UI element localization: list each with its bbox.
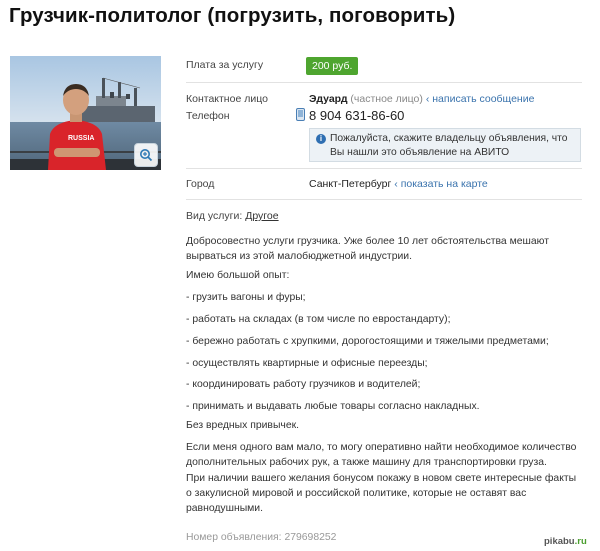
price-badge: 200 руб. xyxy=(306,57,358,75)
experience-item: - работать на складах (в том числе по евростандарту); xyxy=(186,314,451,325)
service-fee-label: Плата за услугу xyxy=(186,59,264,71)
watermark-brand: pikabu xyxy=(544,536,575,547)
service-type xyxy=(186,210,279,222)
divider xyxy=(186,199,582,200)
contact-value xyxy=(309,93,534,105)
service-type-value[interactable]: Другое xyxy=(245,210,279,222)
city-label: Город xyxy=(186,178,215,190)
divider xyxy=(186,82,582,83)
habits-text: Без вредных привычек. xyxy=(186,420,300,431)
description-intro: Добросовестно услуги грузчика. Уже более 10 лет обстоятельства мешают вырваться из этой малобюджетной индустрии. xyxy=(186,236,549,262)
bonus-text: При наличии вашего желания бонусом покажу в новом свете интересные факты о закулисной мировой и российской политике, которые не оставят вас равнодушными. xyxy=(186,473,577,514)
city-value xyxy=(309,178,488,190)
map-arrow-icon: ‹ xyxy=(394,178,398,190)
phone-label: Телефон xyxy=(186,110,230,122)
experience-heading: Имею большой опыт: xyxy=(186,270,290,281)
watermark-tld: .ru xyxy=(574,536,587,547)
city-name: Санкт-Петербург xyxy=(309,178,392,190)
experience-item: - принимать и выдавать любые товары согласно накладных. xyxy=(186,401,480,412)
watermark xyxy=(544,536,587,547)
experience-item: - грузить вагоны и фуры; xyxy=(186,292,306,303)
notice-text: Пожалуйста, скажите владельцу объявления, что Вы нашли это объявление на АВИТО xyxy=(330,133,568,158)
write-message-link[interactable]: написать сообщение xyxy=(432,93,535,105)
contact-label: Контактное лицо xyxy=(186,93,268,105)
contact-name: Эдуард xyxy=(309,93,348,105)
contact-type: (частное лицо) xyxy=(350,93,423,105)
extra-help-text: Если меня одного вам мало, то могу оперативно найти необходимое количество дополнительных рабочих рук, а также машину для транспортировки груза. xyxy=(186,442,577,468)
info-icon: i xyxy=(316,134,326,144)
notice-box xyxy=(309,128,581,162)
divider xyxy=(186,168,582,169)
show-map-link[interactable]: показать на карте xyxy=(400,178,488,190)
service-type-label: Вид услуги: xyxy=(186,210,243,222)
listing-title: Грузчик-политолог (погрузить, поговорить) xyxy=(9,4,456,27)
phone-number[interactable]: 8 904 631-86-60 xyxy=(309,108,405,123)
message-arrow-icon: ‹ xyxy=(425,93,430,105)
experience-item: - бережно работать с хрупкими, дорогостоящими и тяжелыми предметами; xyxy=(186,336,549,347)
ad-number: Номер объявления: 279698252 xyxy=(186,532,337,543)
phone-icon xyxy=(296,108,305,124)
experience-item: - координировать работу грузчиков и водителей; xyxy=(186,379,421,390)
experience-item: - осуществлять квартирные и офисные переезды; xyxy=(186,358,428,369)
zoom-icon[interactable] xyxy=(134,143,158,167)
shirt-text: RUSSIA xyxy=(68,135,95,142)
